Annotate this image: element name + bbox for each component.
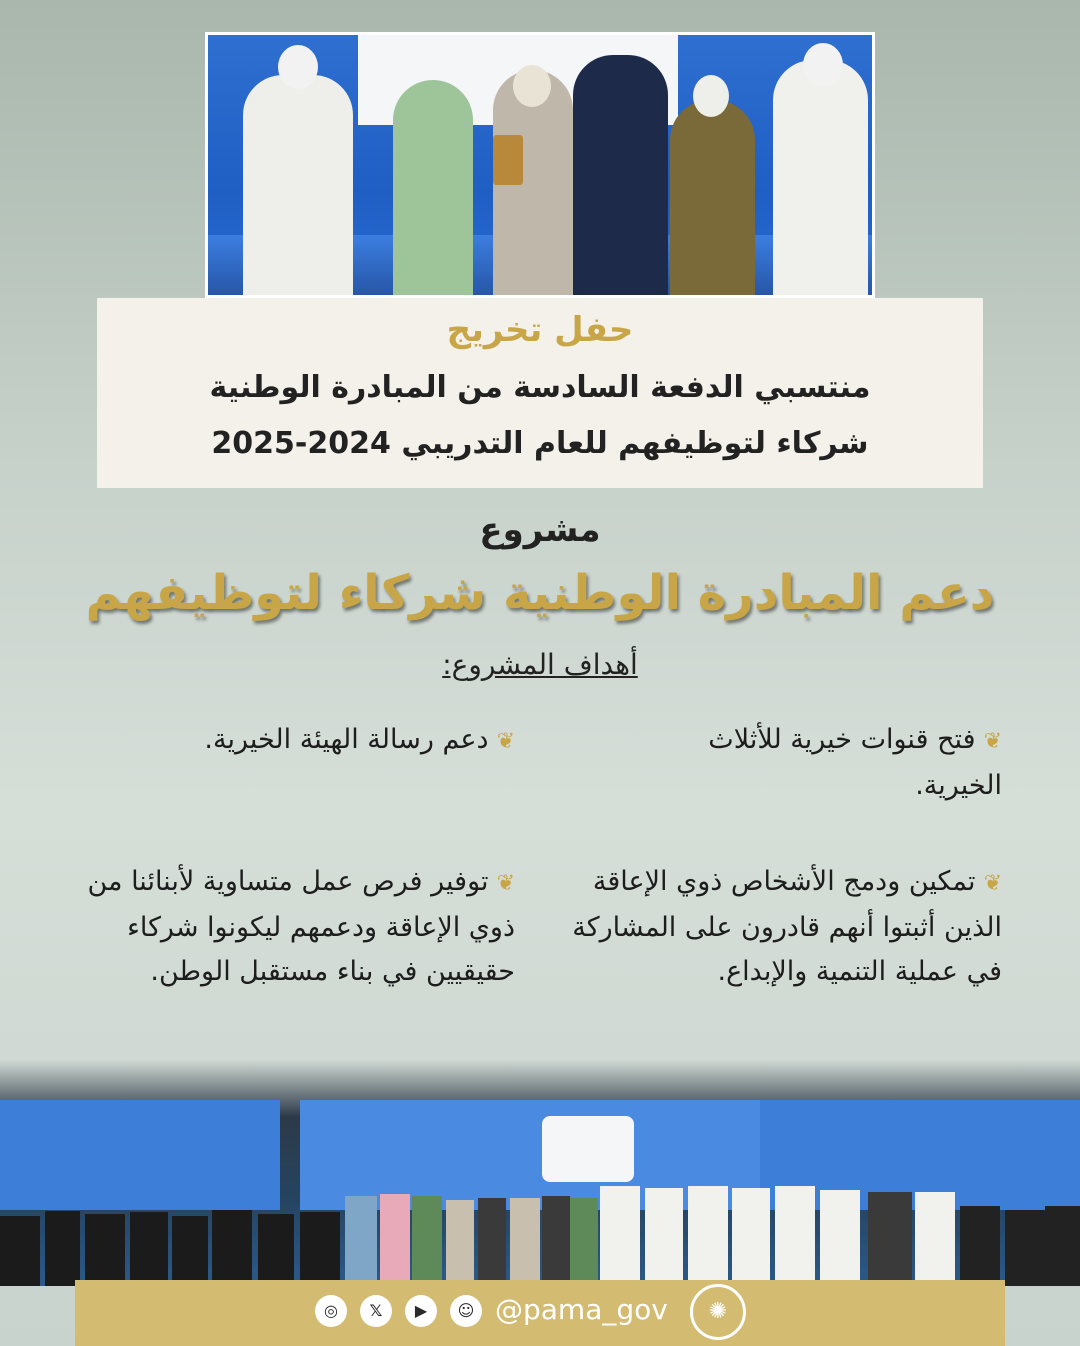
award-trophy (493, 135, 523, 185)
leaf-bullet-icon: ❦ (983, 871, 1002, 896)
footer-bar (75, 1280, 1005, 1346)
project-name: دعم المبادرة الوطنية شركاء لتوظيفهم (85, 565, 995, 621)
leaf-bullet-icon: ❦ (496, 729, 515, 754)
crowd-figures (0, 1176, 1080, 1286)
goal-item (672, 718, 1002, 808)
instagram-icon[interactable]: ◎ (315, 1295, 347, 1327)
person (670, 100, 755, 295)
social-handle[interactable]: @pama_gov (495, 1293, 668, 1326)
person (773, 60, 868, 295)
goal-item (75, 860, 515, 994)
ceremony-heading: حفل تخريج (446, 310, 634, 350)
person-head (278, 45, 318, 89)
goal-item (572, 860, 1002, 994)
ceremony-subtitle-line1: منتسبي الدفعة السادسة من المبادرة الوطنية (209, 370, 871, 405)
person (573, 55, 668, 295)
person (393, 80, 473, 295)
project-label: مشروع (479, 510, 601, 550)
ceremony-subtitle-line2: شركاء لتوظيفهم للعام التدريبي 2024-2025 (211, 426, 869, 461)
ceremony-photo (205, 32, 875, 298)
goal-text: توفير فرص عمل متساوية لأبنائنا من ذوي الإعاقة ودعمهم ليكونوا شركاء حقيقيين في بناء مستقبل الوطن. (87, 866, 515, 987)
person-head (693, 75, 729, 117)
snapchat-icon[interactable]: ☺ (450, 1295, 482, 1327)
goal-text: فتح قنوات خيرية للأثلاث الخيرية. (708, 724, 1002, 801)
organization-emblem-icon: ✺ (690, 1284, 746, 1340)
group-photo (0, 1060, 1080, 1286)
goals-heading: أهداف المشروع: (442, 648, 638, 681)
goal-text: دعم رسالة الهيئة الخيرية. (204, 724, 489, 755)
goal-item (95, 718, 515, 764)
person-head (803, 43, 843, 87)
youtube-icon[interactable]: ▶ (405, 1295, 437, 1327)
leaf-bullet-icon: ❦ (983, 729, 1002, 754)
leaf-bullet-icon: ❦ (496, 871, 515, 896)
x-icon[interactable]: 𝕏 (360, 1295, 392, 1327)
person-head (513, 65, 551, 107)
title-box (97, 298, 983, 488)
partners-logo-card (542, 1116, 634, 1182)
goal-text: تمكين ودمج الأشخاص ذوي الإعاقة الذين أثبتوا أنهم قادرون على المشاركة في عملية التنمية والإبداع. (572, 866, 1002, 987)
person (243, 75, 353, 295)
